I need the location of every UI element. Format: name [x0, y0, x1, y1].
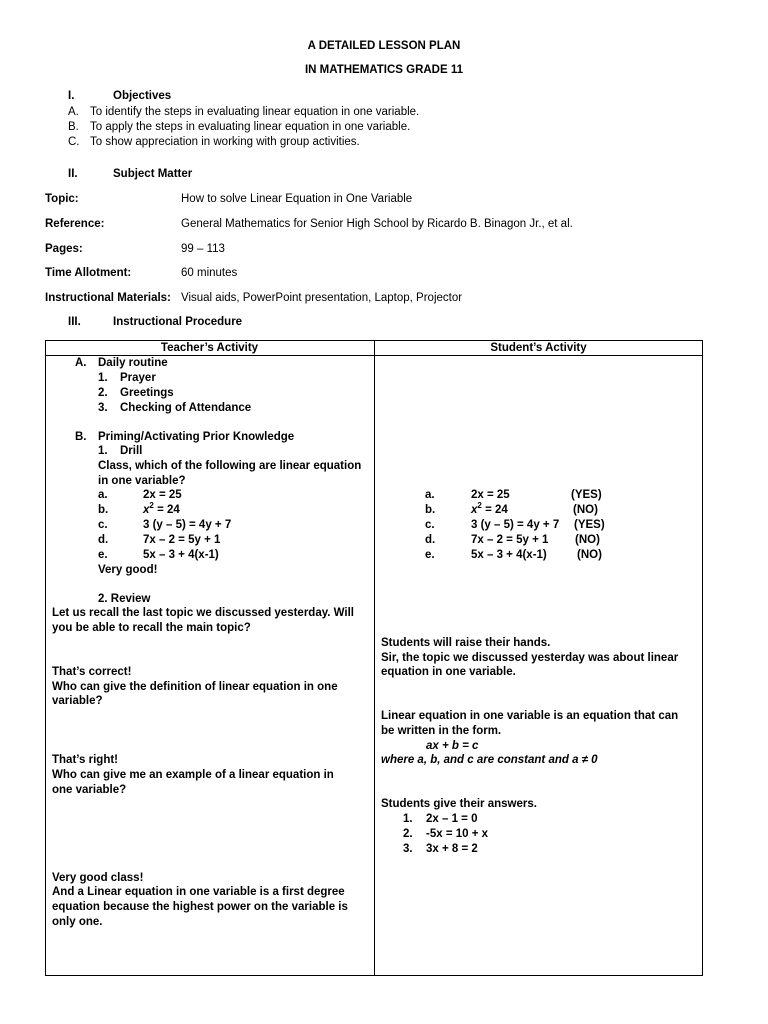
- teacher-line: Very good class!: [52, 872, 144, 884]
- subject-value: General Mathematics for Senior High School by Ricardo B. Binagon Jr., et al.: [181, 218, 573, 230]
- section-number: II.: [68, 168, 78, 180]
- eq-answer: (NO): [573, 504, 598, 516]
- eq-text: 2x = 25: [471, 489, 510, 501]
- list-number: 2.: [98, 387, 108, 399]
- eq-letter: e.: [425, 549, 435, 561]
- teacher-line: That’s correct!: [52, 666, 132, 678]
- objective-text: To show appreciation in working with group activities.: [90, 136, 360, 148]
- eq-text: 3 (y – 5) = 4y + 7: [143, 519, 232, 531]
- teacher-line: one variable?: [52, 784, 127, 796]
- eq-answer: (YES): [574, 519, 605, 531]
- eq-text: 5x – 3 + 4(x-1): [143, 549, 219, 561]
- student-line: Students give their answers.: [381, 798, 537, 810]
- eq-exponent: 2: [149, 501, 154, 511]
- subject-label: Instructional Materials:: [45, 292, 171, 304]
- review-heading: 2. Review: [98, 593, 151, 605]
- eq-text: 2x = 25: [143, 489, 182, 501]
- eq-text: [143, 503, 180, 518]
- eq-variable: x: [471, 504, 478, 516]
- section-heading-objectives: Objectives: [113, 90, 172, 102]
- table-column-divider: [374, 340, 375, 976]
- eq-text: 7x – 2 = 5y + 1: [143, 534, 221, 546]
- student-column-header: Student’s Activity: [490, 342, 587, 354]
- eq-letter: d.: [425, 534, 436, 546]
- priming-letter: B.: [75, 431, 87, 443]
- subject-label: Reference:: [45, 218, 105, 230]
- eq-letter: a.: [98, 489, 108, 501]
- teacher-line: And a Linear equation in one variable is a first degree: [52, 886, 345, 898]
- eq-exponent: 2: [477, 501, 482, 511]
- list-item: Checking of Attendance: [120, 402, 252, 414]
- example-eq: 2x – 1 = 0: [426, 813, 478, 825]
- student-line: be written in the form.: [381, 725, 502, 737]
- example-eq: -5x = 10 + x: [426, 828, 489, 840]
- section-heading-subject: Subject Matter: [113, 168, 193, 180]
- student-line: Students will raise their hands.: [381, 637, 551, 649]
- eq-letter: b.: [425, 504, 436, 516]
- list-number: 2.: [403, 828, 413, 840]
- subject-label: Pages:: [45, 243, 83, 255]
- teacher-line: you be able to recall the main topic?: [52, 622, 251, 634]
- eq-rhs: = 24: [157, 504, 180, 516]
- section-heading-procedure: Instructional Procedure: [113, 316, 243, 328]
- teacher-line: equation because the highest power on the variable is: [52, 901, 348, 913]
- eq-text: 3 (y – 5) = 4y + 7: [471, 519, 560, 531]
- eq-letter: d.: [98, 534, 109, 546]
- example-eq: 3x + 8 = 2: [426, 843, 478, 855]
- teacher-line: That’s right!: [52, 754, 119, 766]
- subject-label: Topic:: [45, 193, 79, 205]
- student-line: equation in one variable.: [381, 666, 516, 678]
- eq-variable: x: [143, 504, 150, 516]
- subject-value: 60 minutes: [181, 267, 238, 279]
- drill-question: in one variable?: [98, 475, 186, 487]
- teacher-line: Let us recall the last topic we discussed yesterday. Will: [52, 607, 354, 619]
- teacher-line: variable?: [52, 695, 103, 707]
- student-formula: ax + b = c: [426, 740, 479, 752]
- student-line: Linear equation in one variable is an equation that can: [381, 710, 679, 722]
- teacher-line: only one.: [52, 916, 103, 928]
- priming-heading: Priming/Activating Prior Knowledge: [98, 431, 295, 443]
- eq-letter: a.: [425, 489, 435, 501]
- doc-title: A DETAILED LESSON PLAN: [307, 40, 461, 52]
- subject-value: How to solve Linear Equation in One Variable: [181, 193, 413, 205]
- doc-subtitle: IN MATHEMATICS GRADE 11: [304, 64, 464, 76]
- list-number: 1.: [98, 445, 108, 457]
- student-line: Sir, the topic we discussed yesterday was about linear: [381, 652, 679, 664]
- teacher-line: Who can give the definition of linear equation in one: [52, 681, 338, 693]
- teacher-line: Who can give me an example of a linear equation in: [52, 769, 334, 781]
- eq-letter: e.: [98, 549, 108, 561]
- list-item: Greetings: [120, 387, 174, 399]
- section-number: III.: [68, 316, 81, 328]
- drill-question: Class, which of the following are linear equation: [98, 460, 362, 472]
- list-number: 3.: [403, 843, 413, 855]
- objective-letter: B.: [68, 121, 79, 133]
- subject-value: Visual aids, PowerPoint presentation, Laptop, Projector: [181, 292, 463, 304]
- objective-letter: C.: [68, 136, 80, 148]
- eq-text: 5x – 3 + 4(x-1): [471, 549, 547, 561]
- daily-letter: A.: [75, 357, 87, 369]
- eq-letter: c.: [425, 519, 435, 531]
- eq-answer: (NO): [575, 534, 600, 546]
- eq-rhs: = 24: [485, 504, 508, 516]
- eq-letter: c.: [98, 519, 108, 531]
- eq-answer: (NO): [577, 549, 602, 561]
- objective-letter: A.: [68, 106, 79, 118]
- student-line: where a, b, and c are constant and a ≠ 0: [381, 754, 598, 766]
- objective-text: To apply the steps in evaluating linear equation in one variable.: [90, 121, 411, 133]
- eq-answer: (YES): [571, 489, 602, 501]
- teacher-column-header: Teacher’s Activity: [160, 342, 259, 354]
- list-number: 3.: [98, 402, 108, 414]
- list-number: 1.: [403, 813, 413, 825]
- praise-text: Very good!: [98, 564, 158, 576]
- subject-label: Time Allotment:: [45, 267, 132, 279]
- list-item: Prayer: [120, 372, 156, 384]
- objective-text: To identify the steps in evaluating linear equation in one variable.: [90, 106, 420, 118]
- eq-letter: b.: [98, 504, 109, 516]
- drill-label: Drill: [120, 445, 143, 457]
- section-number: I.: [68, 90, 75, 102]
- subject-value: 99 – 113: [181, 243, 225, 255]
- eq-text: 7x – 2 = 5y + 1: [471, 534, 549, 546]
- list-number: 1.: [98, 372, 108, 384]
- eq-text: [471, 503, 508, 518]
- daily-heading: Daily routine: [98, 357, 168, 369]
